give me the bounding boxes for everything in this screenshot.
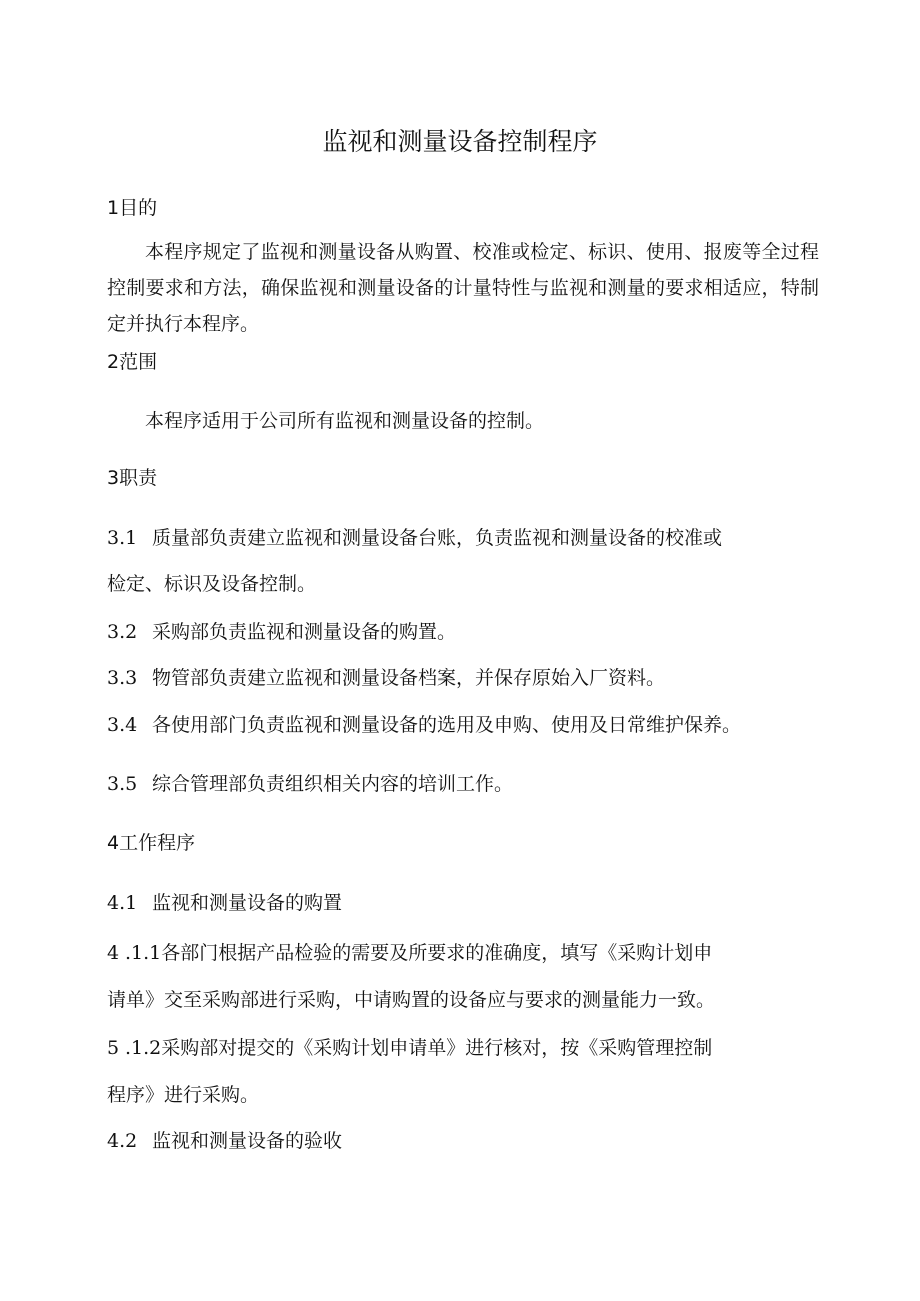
responsibility-item — [107, 664, 665, 692]
procedure-item-continuation: 程序》进行采购。 — [107, 1084, 260, 1106]
scope-paragraph: 本程序适用于公司所有监视和测量设备的控制。 — [145, 410, 545, 432]
subsection-number: 4.2 — [107, 1130, 138, 1152]
responsibility-item — [107, 770, 513, 798]
item-number: 3.5 — [107, 773, 138, 795]
document-title: 监视和测量设备控制程序 — [322, 127, 598, 156]
procedure-item-continuation: 请单》交至采购部进行采购，中请购置的设备应与要求的测量能力一致。 — [107, 989, 716, 1011]
section-heading-responsibilities: 3职责 — [107, 467, 158, 489]
subsection-number: 4.1 — [107, 892, 138, 914]
item-number: 3.1 — [107, 527, 138, 549]
item-text: 物管部负责建立监视和测量设备档案，并保存原始入厂资料。 — [152, 667, 666, 689]
item-number: 3.2 — [107, 621, 138, 643]
subsection-text: 监视和测量设备的验收 — [152, 1130, 343, 1152]
subsection-heading — [107, 889, 342, 917]
responsibility-item — [107, 711, 741, 739]
item-text: 质量部负责建立监视和测量设备台账，负责监视和测量设备的校准或 — [152, 527, 723, 549]
responsibility-item — [107, 524, 722, 552]
purpose-paragraph: 本程序规定了监视和测量设备从购置、校准或检定、标识、使用、报废等全过程控制要求和方法，确保监视和测量设备的计量特性与监视和测量的要求相适应，特制定并执行本程序。 — [107, 241, 819, 335]
section-heading-purpose: 1目的 — [107, 197, 158, 219]
item-number: 3.4 — [107, 714, 138, 736]
subsection-heading — [107, 1127, 342, 1155]
responsibility-item-continuation: 检定、标识及设备控制。 — [107, 573, 317, 595]
item-number: 5 — [107, 1037, 120, 1059]
section-heading-scope: 2范围 — [107, 351, 158, 373]
item-text: 综合管理部负责组织相关内容的培训工作。 — [152, 773, 514, 795]
item-text: .1.2采购部对提交的《采购计划申请单》进行核对，按《采购管理控制 — [125, 1037, 713, 1059]
item-number: 3.3 — [107, 667, 138, 689]
item-text: 采购部负责监视和测量设备的购置。 — [152, 621, 457, 643]
subsection-text: 监视和测量设备的购置 — [152, 892, 343, 914]
procedure-item — [107, 1034, 712, 1062]
responsibility-item — [107, 618, 456, 646]
procedure-item — [107, 939, 712, 967]
item-number: 4 — [107, 942, 120, 964]
item-text: .1.1各部门根据产品检验的需要及所要求的准确度，填写《采购计划申 — [125, 942, 713, 964]
item-text: 各使用部门负责监视和测量设备的选用及申购、使用及日常维护保养。 — [152, 714, 742, 736]
section-heading-procedure: 4工作程序 — [107, 832, 196, 854]
